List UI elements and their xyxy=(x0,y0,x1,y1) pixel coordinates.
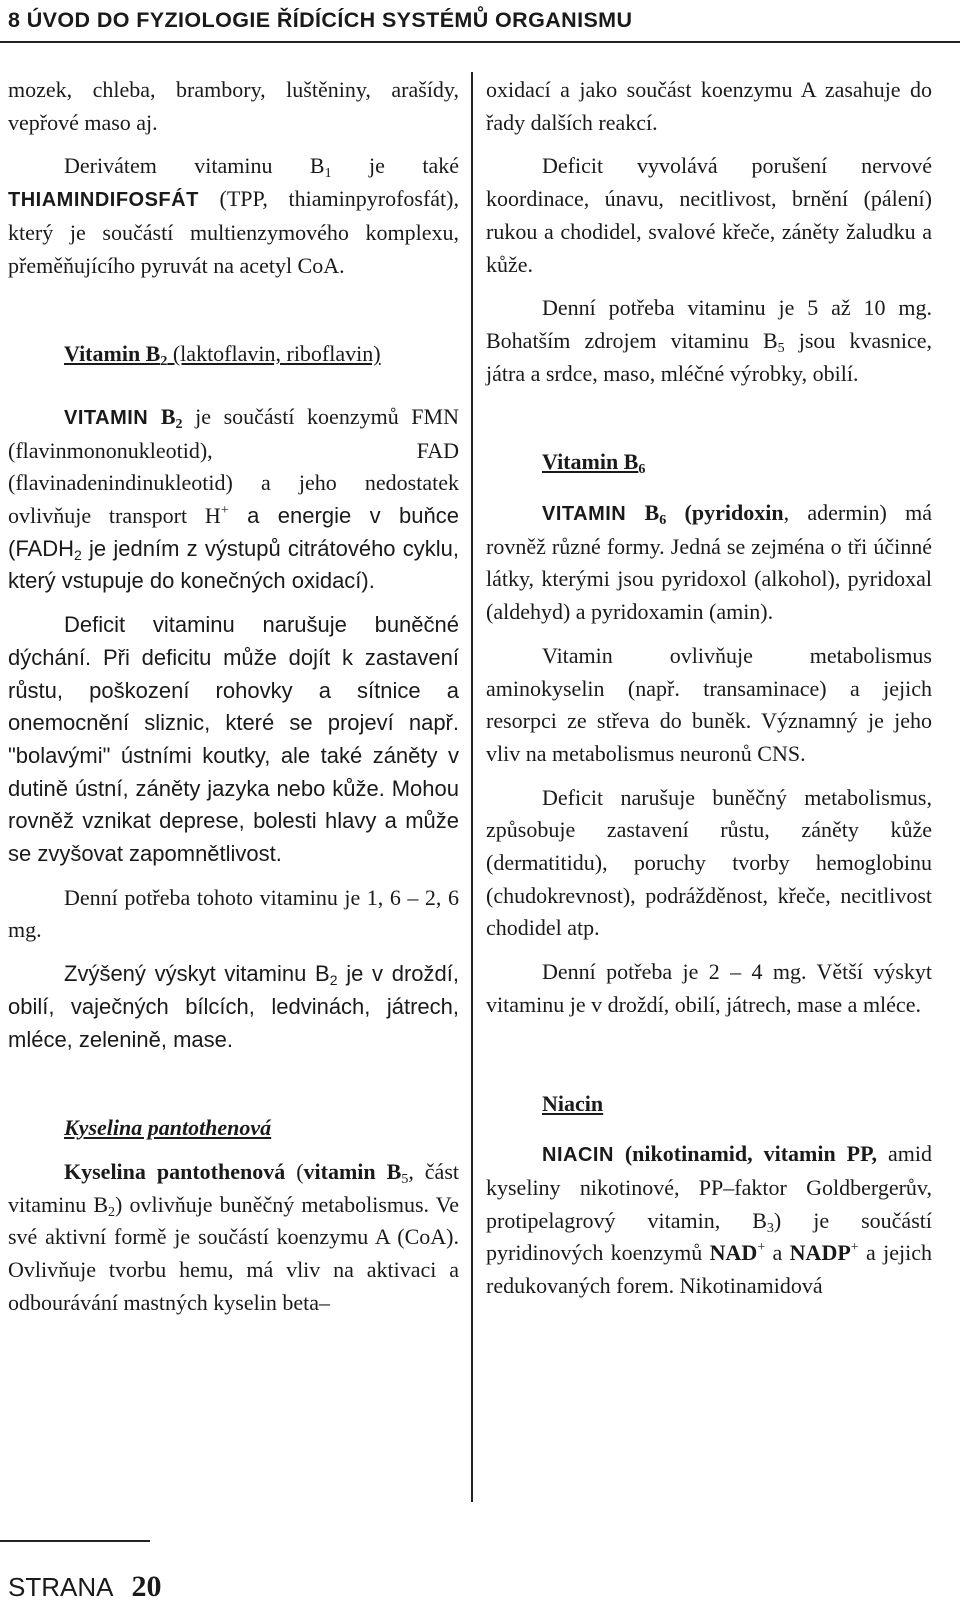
left-column xyxy=(8,74,459,1320)
paragraph-b2-4 xyxy=(8,958,459,1056)
heading-vitamin-b2 xyxy=(8,338,459,371)
heading-b2-sub: 2 xyxy=(160,354,168,370)
panto-b: ( xyxy=(285,1158,304,1184)
b2-term-sub: 2 xyxy=(175,416,183,432)
heading-vitamin-b6 xyxy=(486,446,932,479)
b2-sub2: 2 xyxy=(74,546,82,563)
paragraph-b2-1 xyxy=(8,401,459,598)
b2-sup: + xyxy=(220,503,229,519)
niacin-term-b: (nikotinamid, vitamin PP, xyxy=(613,1141,878,1167)
b6-term: VITAMIN xyxy=(542,503,627,526)
header-rule xyxy=(0,41,960,43)
niacin-nad-sup: + xyxy=(757,1240,766,1256)
footer-rule xyxy=(0,1540,150,1542)
panto-sub2: 2 xyxy=(108,1204,116,1220)
niacin-text: amid kyseliny nikotinové, PP–faktor Goldbergerův, protipelagrový vitamin, B xyxy=(486,1141,932,1233)
panto-e: ) ovlivňuje buněčný metabolismus. Ve své aktivní formě je součástí koenzymu A (CoA). Ovlivňuje tvorbu hemu, má vliv na aktivaci a odbourávání mastných kyselin beta– xyxy=(8,1191,459,1315)
b6-term-b: B xyxy=(626,500,660,526)
paragraph-intro: mozek, chleba, brambory, luštěniny, arašídy, vepřové maso aj. xyxy=(8,77,459,135)
b6-term-sub: 6 xyxy=(659,513,667,529)
paragraph-panto xyxy=(8,1156,459,1320)
column-divider xyxy=(471,72,473,1502)
b2-text: je součástí koenzymů FMN (flavinmononukleotid), FAD (flavinadenindinukleotid) a jeho nedostatek ovlivňuje transport H xyxy=(8,403,459,529)
paragraph-b6-2: Vitamin ovlivňuje metabolismus aminokyselin (např. transaminace) a jejich resorpci ze střeva do buněk. Významný je jeho vliv na metabolismus neuronů CNS. xyxy=(486,642,932,766)
heading-b6-sub: 6 xyxy=(638,462,646,478)
paragraph-b2-2: Deficit vitaminu narušuje buněčné dýchání. Při deficitu může dojít k zastavení růstu, poškození rohovky a sítnice a onemocnění sliznic, které se projeví např. "bolavými" ústními koutky, ale také záněty v dutině ústní, záněty jazyka nebo kůže. Mohou rovněž vznikat deprese, bolesti hlavy a může se zvyšovat zapomnětlivost. xyxy=(8,612,459,867)
b2-term-b: B xyxy=(148,403,176,429)
heading-niacin: Niacin xyxy=(542,1090,604,1116)
paragraph-b6-1 xyxy=(486,497,932,629)
b6-text: , adermin) má rovněž různé formy. Jedná se zejména o tři účinné látky, kterými jsou pyridoxol (alkohol), pyridoxal (aldehyd) a pyridoxamin (amin). xyxy=(486,500,932,625)
paragraph-tpp xyxy=(8,150,459,282)
paragraph-continuation: oxidací a jako součást koenzymu A zasahuje do řady dalších reakcí. xyxy=(486,77,932,135)
b5-p2-sub: 5 xyxy=(777,340,785,356)
tpp-text: Derivátem vitaminu B xyxy=(64,153,325,179)
b2-p4-sub: 2 xyxy=(329,972,338,989)
b2-p4-a: Zvýšený výskyt vitaminu B xyxy=(64,961,330,987)
panto-c: vitamin B xyxy=(303,1158,402,1184)
paragraph-b2-3: Denní potřeba tohoto vitaminu je 1, 6 – 2, 6 mg. xyxy=(8,884,459,943)
page-header: 8 ÚVOD DO FYZIOLOGIE ŘÍDÍCÍCH SYSTÉMŮ ORGANISMU xyxy=(8,8,633,32)
page-footer xyxy=(8,1569,161,1605)
paragraph-b5-2 xyxy=(486,292,932,390)
niacin-nadp: NADP xyxy=(789,1240,851,1266)
niacin-term: NIACIN xyxy=(542,1144,614,1167)
b2-text2: a energie v buňce (FADH xyxy=(8,503,459,561)
niacin-text2: ) je součástí pyridinových koenzymů xyxy=(486,1207,932,1266)
b2-p4-b: je v droždí, obilí, vaječných bílcích, ledvinách, játrech, mléce, zelenině, mase. xyxy=(8,961,459,1052)
niacin-sub: 3 xyxy=(766,1220,774,1236)
niacin-nadp-sup: + xyxy=(850,1240,859,1256)
tpp-text-post: (TPP, thiaminpyrofosfát), který je součástí multienzymového komplexu, přeměňujícího pyruvát na acetyl CoA. xyxy=(8,186,459,278)
heading-b2-b: (laktoflavin, riboflavin) xyxy=(167,341,381,367)
b5-p2-b: jsou kvasnice, játra a srdce, maso, mléčné výrobky, obilí. xyxy=(486,327,932,386)
panto-d: , část vitaminu B xyxy=(8,1158,459,1217)
niacin-and: a xyxy=(765,1240,790,1266)
panto-a: Kyselina pantothenová xyxy=(64,1158,286,1184)
panto-sub: 5 xyxy=(401,1171,409,1187)
page-number: 20 xyxy=(131,1570,162,1603)
paragraph-b5-1: Deficit vyvolává porušení nervové koordinace, únavu, necitlivost, brnění (pálení) rukou a chodidel, svalové křeče, záněty žaludku a kůže. xyxy=(486,153,932,277)
niacin-nad: NAD xyxy=(709,1240,758,1266)
paragraph-niacin xyxy=(486,1138,932,1303)
footer-label: STRANA xyxy=(8,1572,114,1602)
b5-p2-a: Denní potřeba vitaminu je 5 až 10 mg. Bohatším zdrojem vitaminu B xyxy=(486,295,932,353)
right-column xyxy=(486,74,932,1303)
paragraph-b6-3: Deficit narušuje buněčný metabolismus, způsobuje zastavení růstu, záněty kůže (dermatitidu), poruchy tvorby hemoglobinu (chudokrevnost), podrážděnost, křeče, necitlivost chodidel atp. xyxy=(486,784,932,941)
b2-term: VITAMIN xyxy=(64,406,149,429)
niacin-text3: a jejich redukovaných forem. Nikotinamidová xyxy=(486,1240,932,1299)
tpp-term: THIAMINDIFOSFÁT xyxy=(8,189,199,212)
heading-b2-a: Vitamin B xyxy=(64,341,161,367)
b2-text3: je jedním z výstupů citrátového cyklu, který vstupuje do konečných oxidací). xyxy=(8,535,459,594)
b6-term-c: (pyridoxin xyxy=(666,500,784,526)
heading-kyselina-pantothenova: Kyselina pantothenová xyxy=(64,1115,272,1141)
paragraph-b6-4: Denní potřeba je 2 – 4 mg. Větší výskyt vitaminu je v droždí, obilí, játrech, mase a mléce. xyxy=(486,959,932,1017)
tpp-sub: 1 xyxy=(324,166,332,182)
tpp-text-mid: je také xyxy=(331,153,459,179)
heading-b6-a: Vitamin B xyxy=(542,449,639,475)
